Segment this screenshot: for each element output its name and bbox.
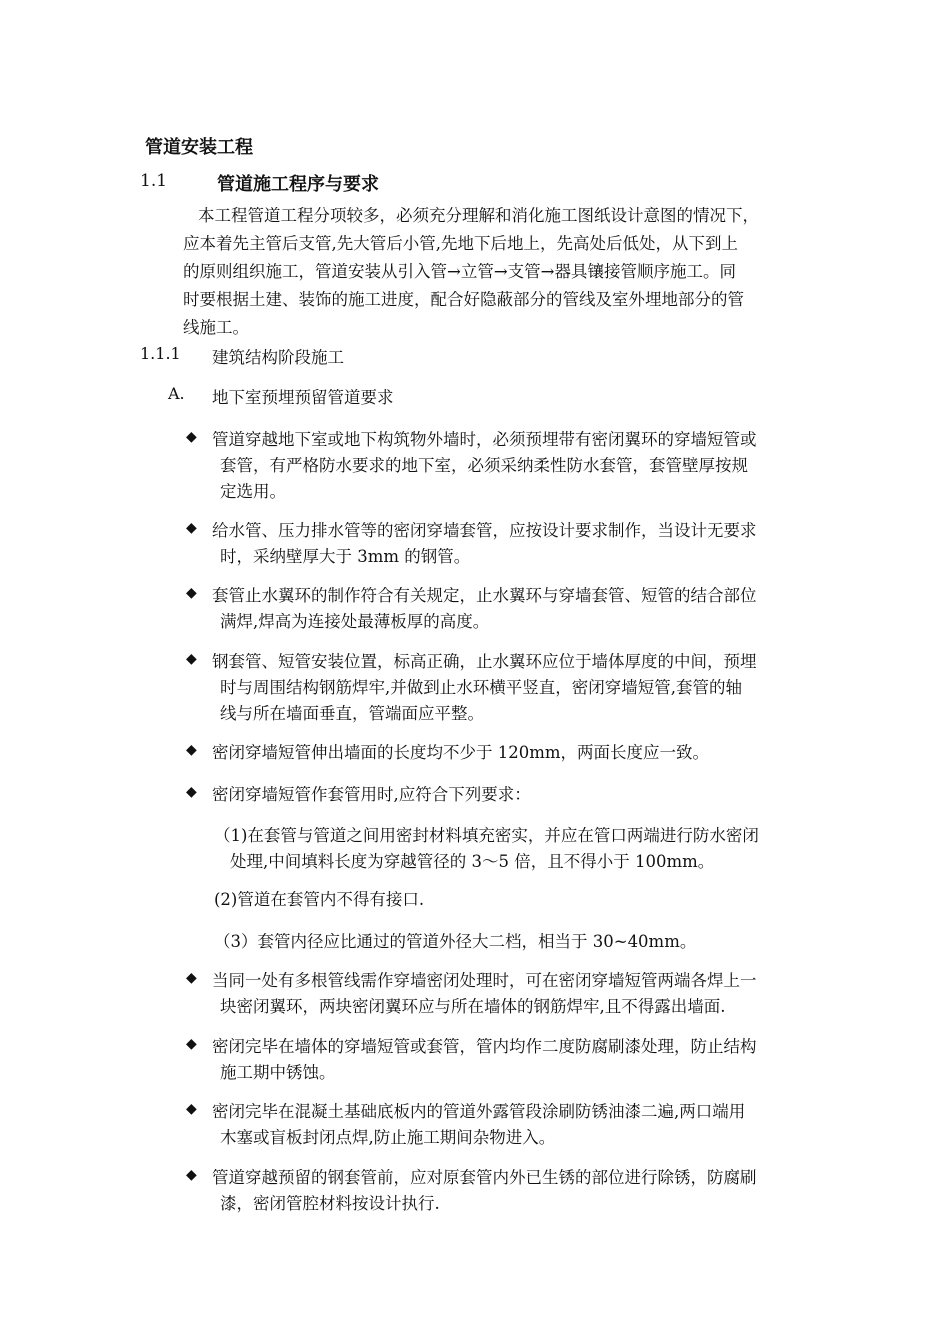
item-title: 地下室预埋预留管道要求 [212, 388, 394, 407]
diamond-bullet-icon: ◆ [186, 520, 197, 536]
diamond-bullet-icon: ◆ [186, 429, 197, 445]
list-item-line: 管道穿越地下室或地下构筑物外墙时，必须预埋带有密闭翼环的穿墙短管或 [212, 430, 757, 449]
list-item-line: 密闭完毕在混凝土基础底板内的管道外露管段涂刷防锈油漆二遍,两口端用 [212, 1102, 746, 1121]
list-item-line: 密闭穿墙短管伸出墙面的长度均不少于 120mm，两面长度应一致。 [212, 743, 710, 762]
sub-item-line: 处理,中间填料长度为穿越管径的 3～5 倍，且不得小于 100mm。 [230, 852, 715, 871]
subsection-title: 建筑结构阶段施工 [212, 348, 344, 367]
item-number: A. [168, 384, 185, 403]
list-item-line: 时，采纳壁厚大于 3mm 的钢管。 [220, 547, 471, 566]
intro-line: 的原则组织施工，管道安装从引入管→立管→支管→器具镶接管顺序施工。同 [183, 262, 736, 281]
diamond-bullet-icon: ◆ [186, 585, 197, 601]
diamond-bullet-icon: ◆ [186, 1036, 197, 1052]
diamond-bullet-icon: ◆ [186, 970, 197, 986]
list-item-line: 满焊,焊高为连接处最薄板厚的高度。 [220, 612, 490, 631]
list-item-line: 线与所在墙面垂直，管端面应平整。 [220, 704, 484, 723]
list-item-line: 木塞或盲板封闭点焊,防止施工期间杂物进入。 [220, 1128, 556, 1147]
list-item-line: 时与周围结构钢筋焊牢,并做到止水环横平竖直，密闭穿墙短管,套管的轴 [220, 678, 742, 697]
document-title: 管道安装工程 [145, 137, 253, 158]
list-item-line: 套管，有严格防水要求的地下室，必须采纳柔性防水套管，套管壁厚按规 [220, 456, 748, 475]
diamond-bullet-icon: ◆ [186, 784, 197, 800]
list-item-line: 漆，密闭管腔材料按设计执行. [220, 1194, 440, 1213]
list-item-line: 施工期中锈蚀。 [220, 1063, 336, 1082]
list-item-line: 密闭完毕在墙体的穿墙短管或套管，管内均作二度防腐刷漆处理，防止结构 [212, 1037, 757, 1056]
diamond-bullet-icon: ◆ [186, 651, 197, 667]
list-item-line: 套管止水翼环的制作符合有关规定，止水翼环与穿墙套管、短管的结合部位 [212, 586, 757, 605]
list-item-line: 当同一处有多根管线需作穿墙密闭处理时，可在密闭穿墙短管两端各焊上一 [212, 971, 757, 990]
sub-item-line: （1)在套管与管道之间用密封材料填充密实，并应在管口两端进行防水密闭 [214, 826, 759, 845]
section-title: 管道施工程序与要求 [217, 174, 379, 195]
diamond-bullet-icon: ◆ [186, 742, 197, 758]
list-item-line: 钢套管、短管安装位置，标高正确，止水翼环应位于墙体厚度的中间，预埋 [212, 652, 757, 671]
sub-item-line: (2)管道在套管内不得有接口. [214, 890, 425, 909]
list-item-line: 定选用。 [220, 482, 286, 501]
list-item-line: 给水管、压力排水管等的密闭穿墙套管，应按设计要求制作，当设计无要求 [212, 521, 757, 540]
list-item-line: 密闭穿墙短管作套管用时,应符合下列要求： [212, 785, 531, 804]
diamond-bullet-icon: ◆ [186, 1101, 197, 1117]
list-item-line: 块密闭翼环，两块密闭翼环应与所在墙体的钢筋焊牢,且不得露出墙面. [220, 997, 726, 1016]
diamond-bullet-icon: ◆ [186, 1167, 197, 1183]
list-item-line: 管道穿越预留的钢套管前，应对原套管内外已生锈的部位进行除锈，防腐刷 [212, 1168, 757, 1187]
intro-line: 应本着先主管后支管,先大管后小管,先地下后地上，先高处后低处，从下到上 [183, 234, 738, 253]
section-number: 1.1 [140, 171, 168, 191]
intro-line: 本工程管道工程分项较多，必须充分理解和消化施工图纸设计意图的情况下， [198, 206, 759, 225]
intro-line: 线施工。 [183, 318, 249, 337]
sub-item-line: （3）套管内径应比通过的管道外径大二档，相当于 30~40mm。 [214, 932, 697, 951]
intro-line: 时要根据土建、装饰的施工进度，配合好隐蔽部分的管线及室外埋地部分的管 [183, 290, 744, 309]
subsection-number: 1.1.1 [140, 344, 181, 363]
